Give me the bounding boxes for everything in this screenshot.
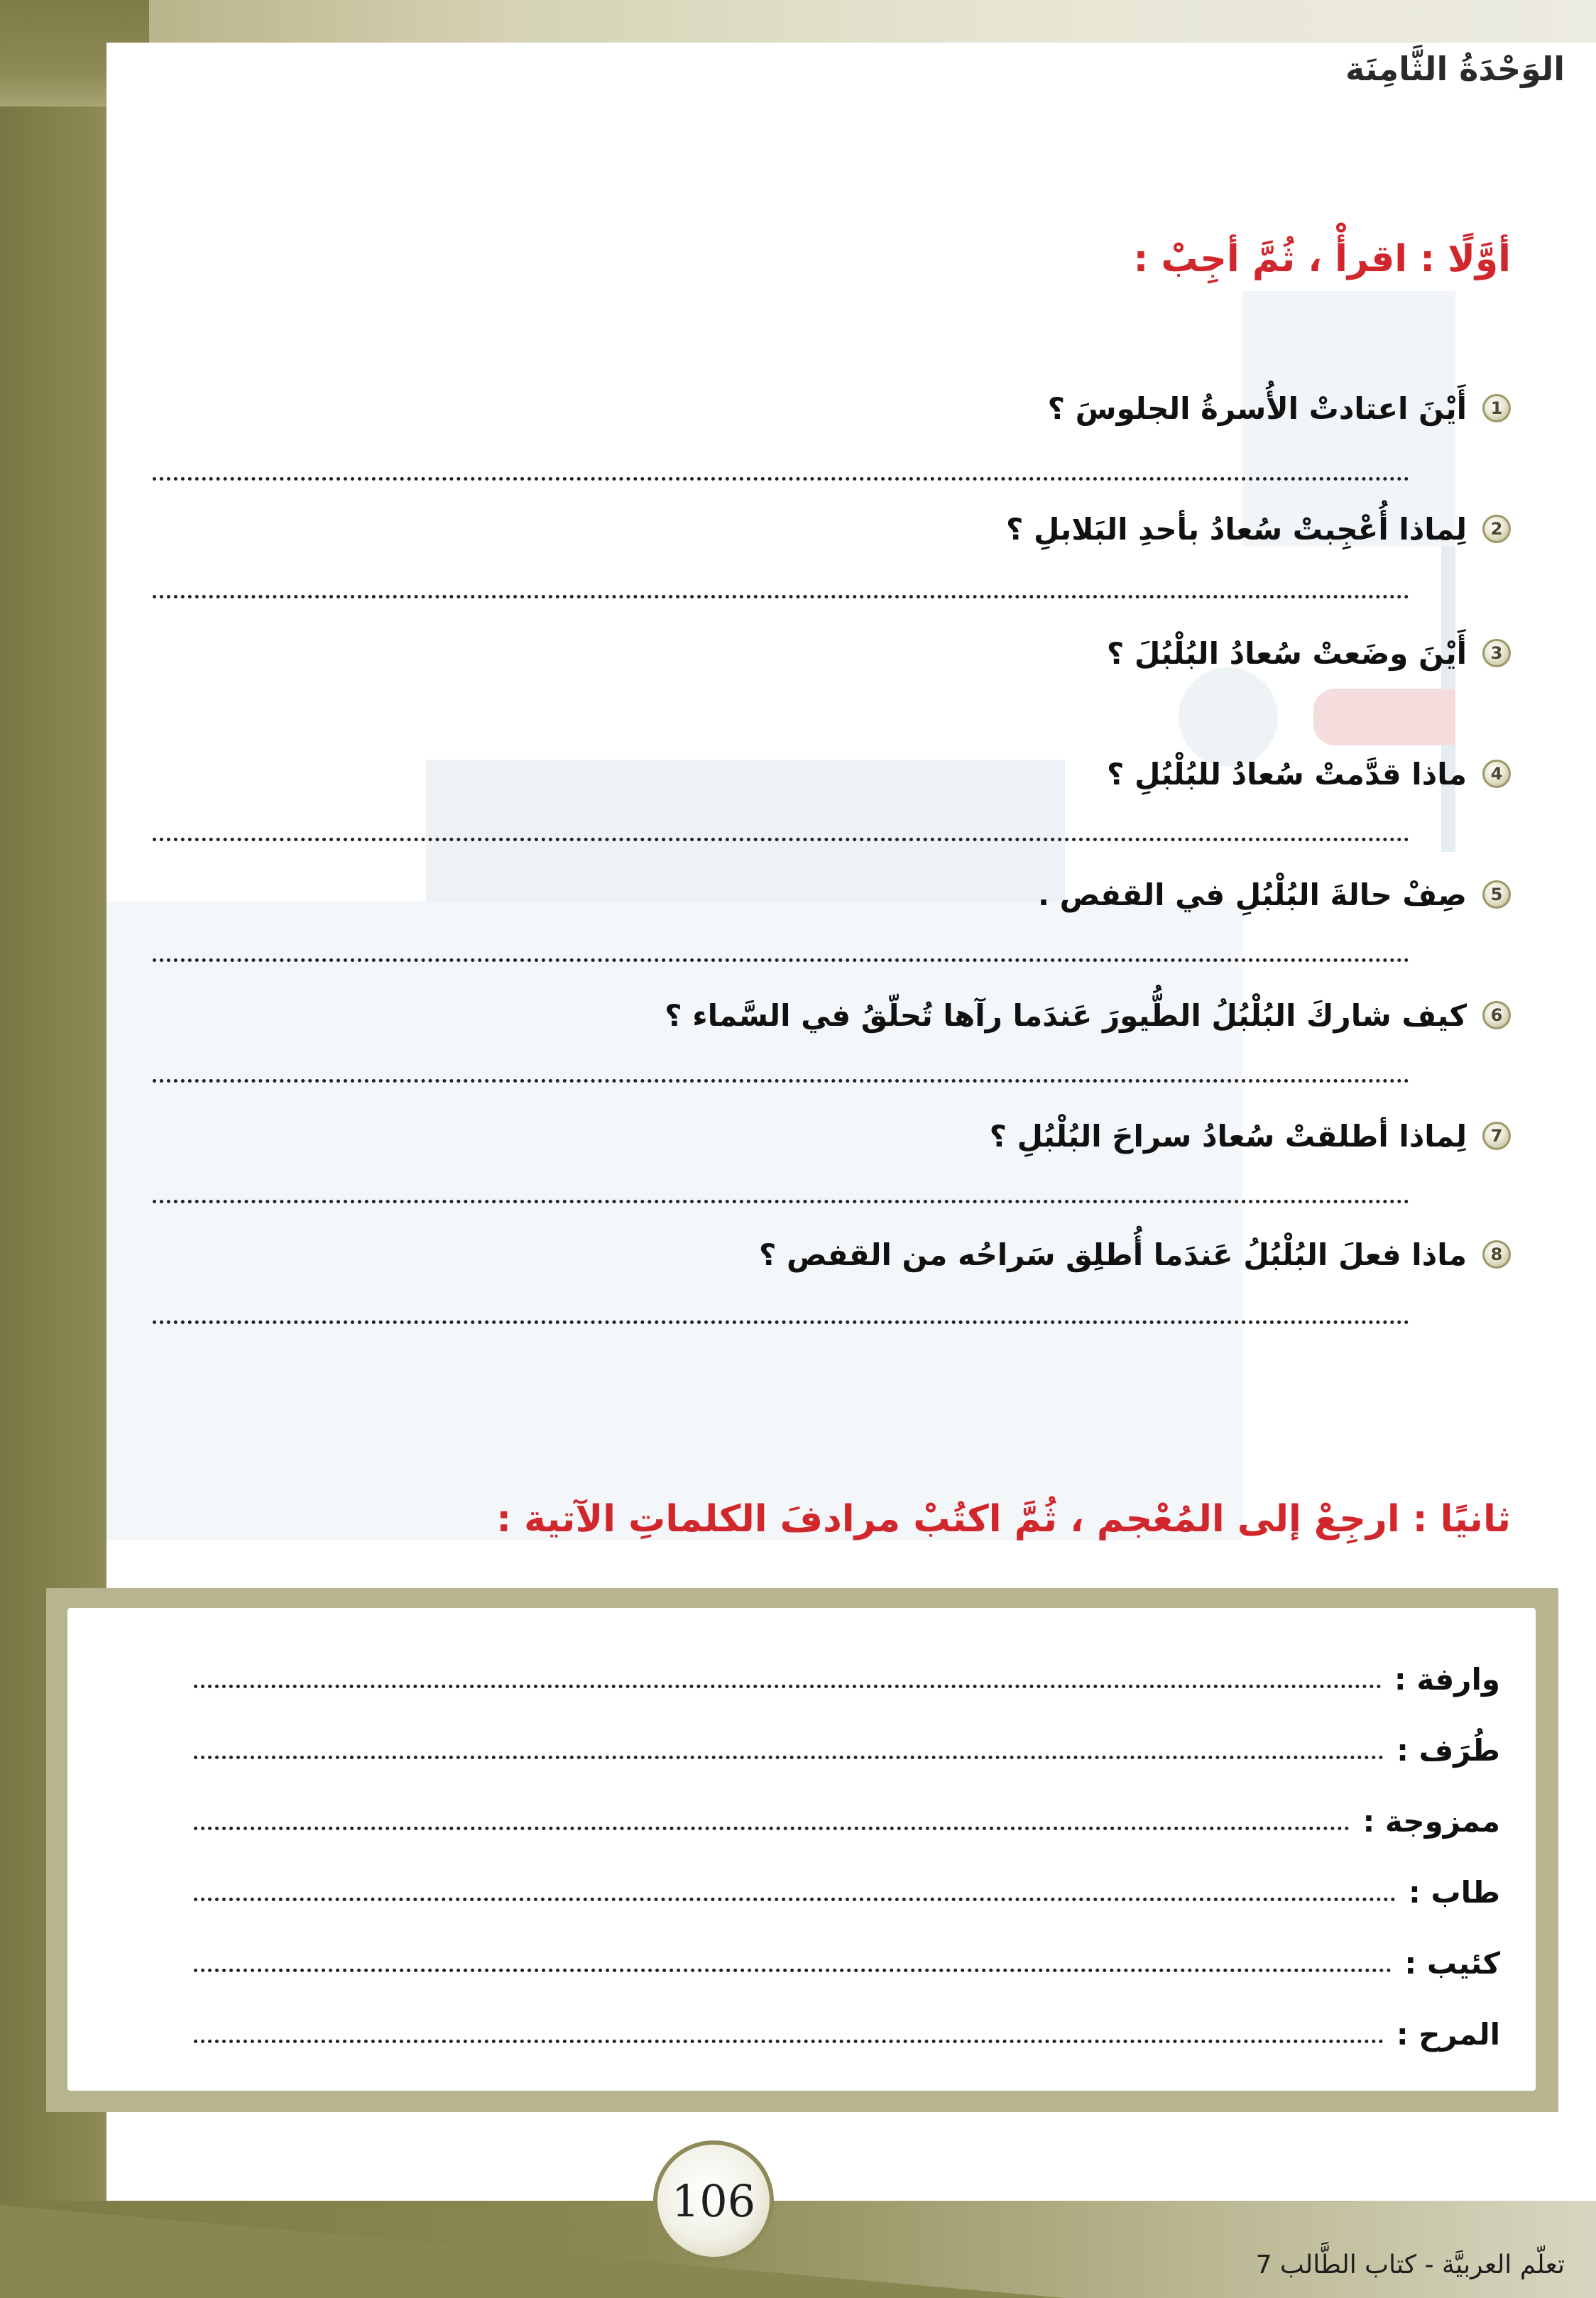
question-8 [176, 1222, 1511, 1286]
question-number-badge: 6 [1482, 1001, 1511, 1029]
question-number-badge: 3 [1482, 639, 1511, 667]
answer-line-2[interactable] [153, 595, 1409, 598]
vocab-answer-line[interactable] [194, 2040, 1384, 2043]
question-text: لِماذا أُعْجِبتْ سُعادُ بأحدِ البَلابلِ ؟ [1006, 511, 1467, 547]
question-7 [176, 1104, 1511, 1168]
vocab-answer-line[interactable] [194, 1685, 1382, 1688]
question-text: كيف شاركَ البُلْبُلُ الطُّيورَ عَندَما رآها تُحلّقُ في السَّماء ؟ [665, 997, 1467, 1033]
vocab-row-1 [151, 1647, 1500, 1697]
question-text: ماذا فعلَ البُلْبُلُ عَندَما أُطلِق سَراحُه من القفص ؟ [759, 1237, 1467, 1272]
question-number-badge: 5 [1482, 880, 1511, 909]
section1-heading: أوَّلًا : اقرأْ ، ثُمَّ أجِبْ : [1133, 238, 1511, 280]
vocab-word: المرح : [1396, 2017, 1500, 2052]
vocab-word: ممزوجة : [1362, 1804, 1500, 1839]
page-number-badge [653, 2140, 774, 2261]
question-text: أَيْنَ اعتادتْ الأُسرةُ الجلوسَ ؟ [1047, 390, 1467, 426]
vocabulary-box [46, 1588, 1558, 2112]
question-1 [176, 376, 1511, 440]
question-number-badge: 2 [1482, 515, 1511, 543]
vocab-answer-line[interactable] [194, 1756, 1384, 1759]
question-text: لِماذا أطلقتْ سُعادُ سراحَ البُلْبُلِ ؟ [989, 1118, 1467, 1154]
question-number-badge: 8 [1482, 1240, 1511, 1269]
question-6 [176, 983, 1511, 1047]
question-text: صِفْ حالةَ البُلْبُلِ في القفص . [1038, 877, 1467, 912]
vocab-row-5 [151, 1931, 1500, 1981]
vocab-answer-line[interactable] [194, 1898, 1396, 1901]
question-2 [176, 497, 1511, 561]
vocab-word: كئيب : [1404, 1946, 1500, 1981]
answer-line-6[interactable] [153, 1079, 1409, 1083]
vocab-answer-line[interactable] [194, 1827, 1350, 1830]
question-number-badge: 1 [1482, 394, 1511, 422]
vocab-row-3 [151, 1789, 1500, 1839]
question-text: ماذا قدَّمتْ سُعادُ للبُلْبُلِ ؟ [1107, 756, 1467, 792]
question-5 [176, 863, 1511, 926]
section2-heading: ثانيًا : ارجِعْ إلى المُعْجم ، ثُمَّ اكتُبْ مرادفَ الكلماتِ الآتية : [496, 1498, 1511, 1541]
vocabulary-box-inner [67, 1608, 1536, 2091]
question-3 [176, 621, 1511, 685]
question-text: أَيْنَ وضَعتْ سُعادُ البُلْبُلَ ؟ [1106, 635, 1467, 671]
vocab-word: طُرَف : [1396, 1733, 1500, 1768]
question-4 [176, 742, 1511, 806]
vocab-row-2 [151, 1718, 1500, 1768]
page-number: 106 [671, 2174, 756, 2227]
vocab-row-6 [151, 2002, 1500, 2052]
question-number-badge: 4 [1482, 760, 1511, 788]
vocab-word: وارفة : [1394, 1662, 1500, 1697]
answer-line-4[interactable] [153, 838, 1409, 841]
vocab-answer-line[interactable] [194, 1969, 1392, 1972]
question-number-badge: 7 [1482, 1122, 1511, 1150]
vocab-word: طاب : [1409, 1875, 1500, 1910]
vocab-row-4 [151, 1860, 1500, 1910]
answer-line-8[interactable] [153, 1320, 1409, 1324]
answer-line-7[interactable] [153, 1200, 1409, 1203]
book-title: تعلّم العربيَّة - كتاب الطَّالب 7 [1255, 2250, 1565, 2280]
unit-title: الوَحْدَةُ الثَّامِنَة [1345, 50, 1565, 88]
answer-line-5[interactable] [153, 958, 1409, 962]
answer-line-1[interactable] [153, 477, 1409, 481]
